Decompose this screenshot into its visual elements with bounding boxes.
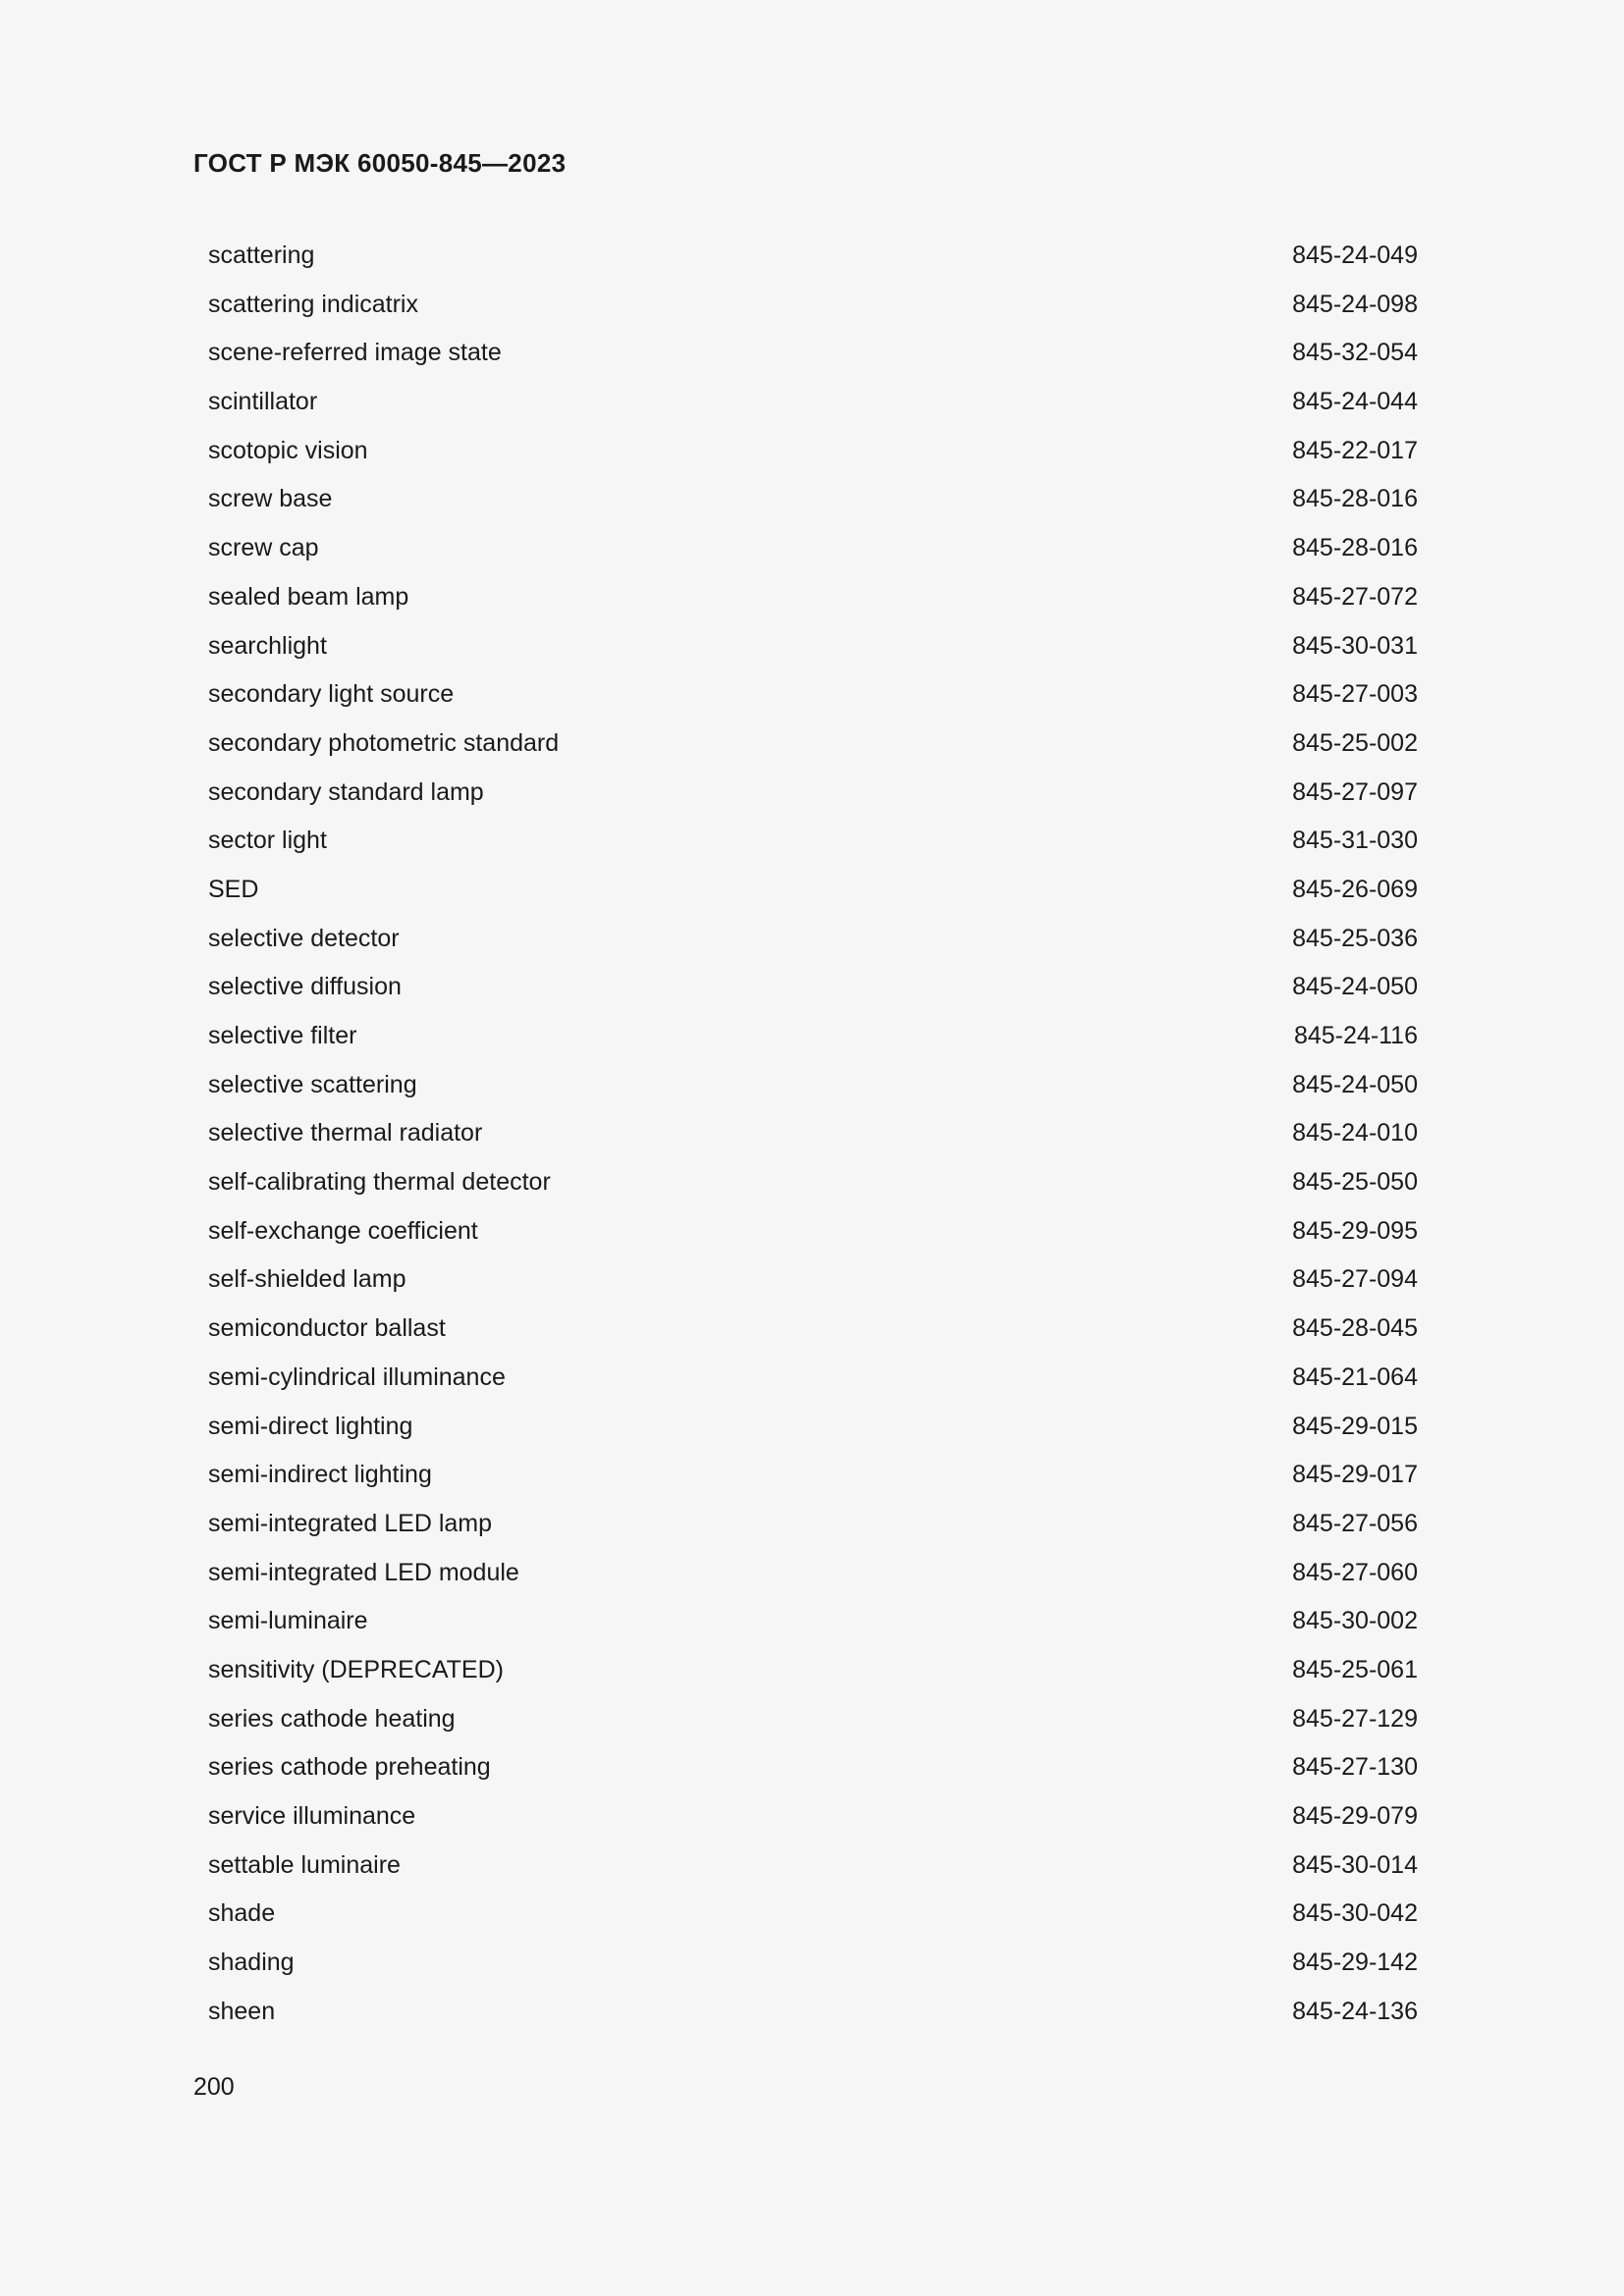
index-term: self-calibrating thermal detector [208,1168,551,1197]
index-entry [208,769,1418,818]
index-reference: 845-29-015 [1292,1412,1418,1440]
index-term: service illuminance [208,1802,416,1830]
index-reference: 845-30-031 [1292,631,1418,660]
index-term: semi-cylindrical illuminance [208,1362,506,1391]
index-entry [208,1109,1418,1158]
index-reference: 845-24-050 [1292,973,1418,1001]
index-term: scattering [208,241,315,269]
page-number: 200 [193,2073,235,2101]
index-reference: 845-27-130 [1292,1753,1418,1782]
index-term: selective scattering [208,1070,417,1098]
index-reference: 845-22-017 [1292,436,1418,464]
index-term: selective diffusion [208,973,402,1001]
index-term: settable luminaire [208,1850,401,1879]
index-reference: 845-21-064 [1292,1362,1418,1391]
index-term: scintillator [208,388,318,416]
index-entry [208,963,1418,1012]
index-reference: 845-27-129 [1292,1704,1418,1733]
index-term: scattering indicatrix [208,290,418,318]
index-term: series cathode heating [208,1704,456,1733]
index-term: scene-referred image state [208,339,502,367]
index-term: sealed beam lamp [208,582,409,611]
index-reference: 845-29-095 [1292,1216,1418,1245]
index-reference: 845-29-142 [1292,1949,1418,1977]
index-reference: 845-30-042 [1292,1899,1418,1928]
index-reference: 845-25-061 [1292,1655,1418,1683]
index-reference: 845-30-002 [1292,1607,1418,1635]
index-entry [208,1842,1418,1891]
page-header-title: ГОСТ Р МЭК 60050-845—2023 [193,148,567,178]
index-term: sheen [208,1997,276,2025]
index-reference: 845-30-014 [1292,1850,1418,1879]
index-entry [208,1597,1418,1646]
index-reference: 845-27-094 [1292,1265,1418,1294]
term-index-list [208,232,1418,2036]
index-reference: 845-28-045 [1292,1314,1418,1343]
index-reference: 845-29-079 [1292,1802,1418,1830]
index-entry [208,1061,1418,1110]
index-reference: 845-27-097 [1292,777,1418,806]
index-term: semi-integrated LED module [208,1558,519,1586]
index-reference: 845-24-116 [1293,1022,1418,1049]
index-entry [208,1255,1418,1305]
index-entry [208,720,1418,769]
index-reference: 845-32-054 [1292,339,1418,367]
index-reference: 845-27-060 [1292,1558,1418,1586]
index-term: semi-direct lighting [208,1412,413,1440]
index-entry [208,1207,1418,1256]
index-term: shading [208,1949,295,1977]
index-reference: 845-25-050 [1292,1168,1418,1197]
index-term: selective detector [208,924,400,952]
index-term: secondary photometric standard [208,728,560,757]
index-entry [208,378,1418,427]
index-reference: 845-25-036 [1292,924,1418,952]
index-term: series cathode preheating [208,1753,491,1782]
index-entry [208,1743,1418,1792]
index-entry [208,1354,1418,1403]
index-entry [208,622,1418,671]
index-entry [208,1158,1418,1207]
index-reference: 845-26-069 [1292,875,1418,903]
index-entry [208,1500,1418,1549]
index-term: semi-indirect lighting [208,1461,432,1489]
index-term: selective thermal radiator [208,1119,483,1148]
index-entry [208,670,1418,720]
index-entry [208,1792,1418,1842]
index-entry [208,1695,1418,1744]
index-entry [208,281,1418,330]
index-term: screw base [208,485,333,513]
index-term: scotopic vision [208,436,368,464]
index-entry [208,1646,1418,1695]
index-term: secondary light source [208,680,455,709]
index-reference: 845-24-044 [1292,388,1418,416]
index-reference: 845-27-056 [1292,1509,1418,1537]
index-term: selective filter [208,1022,357,1049]
index-reference: 845-24-049 [1292,241,1418,269]
index-entry [208,1451,1418,1500]
index-reference: 845-24-050 [1292,1070,1418,1098]
index-entry [208,866,1418,915]
index-entry [208,1403,1418,1452]
index-entry [208,1549,1418,1598]
index-entry [208,427,1418,476]
index-term: searchlight [208,631,327,660]
index-entry [208,817,1418,866]
index-reference: 845-24-136 [1292,1997,1418,2025]
index-entry [208,232,1418,281]
index-term: self-shielded lamp [208,1265,406,1294]
index-entry [208,1890,1418,1939]
index-entry [208,573,1418,622]
index-entry [208,915,1418,964]
index-term: self-exchange coefficient [208,1216,478,1245]
index-term: semiconductor ballast [208,1314,446,1343]
index-term: sector light [208,827,327,855]
index-reference: 845-27-072 [1292,582,1418,611]
index-reference: 845-31-030 [1292,827,1418,855]
index-reference: 845-28-016 [1292,485,1418,513]
index-term: sensitivity (DEPRECATED) [208,1655,504,1683]
index-reference: 845-25-002 [1292,728,1418,757]
index-reference: 845-27-003 [1292,680,1418,709]
index-term: secondary standard lamp [208,777,484,806]
index-term: shade [208,1899,276,1928]
index-entry [208,1988,1418,2037]
index-term: SED [208,875,259,903]
index-entry [208,329,1418,378]
index-entry [208,1012,1418,1061]
index-reference: 845-29-017 [1292,1461,1418,1489]
index-reference: 845-28-016 [1292,534,1418,562]
index-term: semi-luminaire [208,1607,368,1635]
index-reference: 845-24-098 [1292,290,1418,318]
index-entry [208,524,1418,573]
index-entry [208,1305,1418,1354]
index-term: screw cap [208,534,319,562]
index-term: semi-integrated LED lamp [208,1509,493,1537]
index-reference: 845-24-010 [1292,1119,1418,1148]
index-entry [208,1939,1418,1988]
index-entry [208,475,1418,524]
